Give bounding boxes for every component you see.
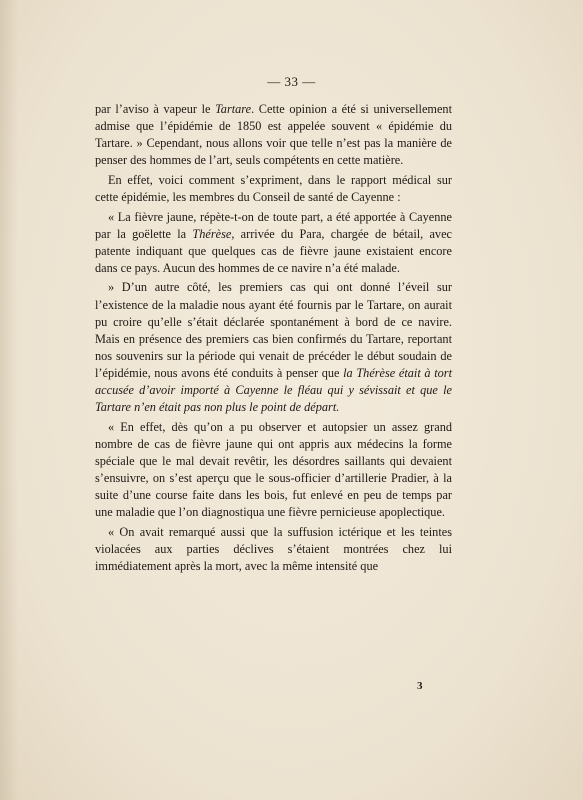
page-edge-shadow <box>0 0 18 800</box>
paragraph-6: « On avait remarqué aussi que la suffusion ictérique et les teintes violacées aux parties déclives s’étaient montrées chez lui immédiatement après la mort, avec la même intensité que <box>95 524 452 573</box>
paragraph-2: En effet, voici comment s’expriment, dans le rapport médical sur cette épidémie, les membres du Conseil de santé de Cayenne : <box>95 172 452 204</box>
ship-name-therese: Thérèse <box>192 226 232 241</box>
paragraph-1 <box>95 101 452 169</box>
paragraph-4 <box>95 279 452 416</box>
body-text <box>95 101 452 578</box>
page-number: — 33 — <box>267 74 316 89</box>
signature-mark: 3 <box>417 680 423 692</box>
paragraph-1-text-b: . Cette opinion a été si universellement admise que l’épidémie de 1850 est appelée souvent « épidémie du Tartare. » Cependant, nous allons voir que telle n’est pas la manière de penser des hommes de l’art, seuls compétents en cette matière. <box>95 102 452 168</box>
paragraph-4-italic-passage: la Thérèse était à tort accusée d’avoir importé à Cayenne le fléau qui y sévissait et que le Tartare n’en était pas non plus le point de départ. <box>95 365 452 415</box>
paragraph-5: « En effet, dès qu’on a pu observer et autopsier un assez grand nombre de cas de fièvre jaune qui ont appris aux médecins la forme spéciale que le mal devait revêtir, les désordres saillants qui devaient s’ensuivre, on s’est aperçu que le sous-officier d’artillerie Pradier, à la suite d’une course faite dans les bois, fut enlevé en peu de temps par une maladie que l’on diagnostiqua une fièvre pernicieuse apoplectique. <box>95 419 452 520</box>
paragraph-3-text-a: « La fièvre jaune, répète-t-on de toute part, a été apportée à Cayenne par la goëlette la <box>95 209 452 241</box>
paragraph-3-text-b: , arrivée du Para, chargée de bétail, avec patente indiquant que quelques cas de fièvre jaune existaient encore dans ce pays. Aucun des hommes de ce navire n’a été malade. <box>95 226 452 275</box>
ship-name-tartare: Tartare <box>215 102 252 116</box>
paragraph-4-text-a: » D’un autre côté, les premiers cas qui ont donné l’éveil sur l’existence de la maladie nous ayant été fournis par le Tartare, on aurait pu croire qu’elle s’était déclarée spontanément à bord de ce navire. Mais en présence des premiers cas bien confirmés du Tartare, reportant nos souvenirs sur la période qui venait de précéder le début soudain de l’épidémie, nous avons été conduits à penser que <box>95 280 452 380</box>
paragraph-1-text-a: par l’aviso à vapeur le <box>95 102 216 116</box>
paragraph-3 <box>95 209 452 277</box>
